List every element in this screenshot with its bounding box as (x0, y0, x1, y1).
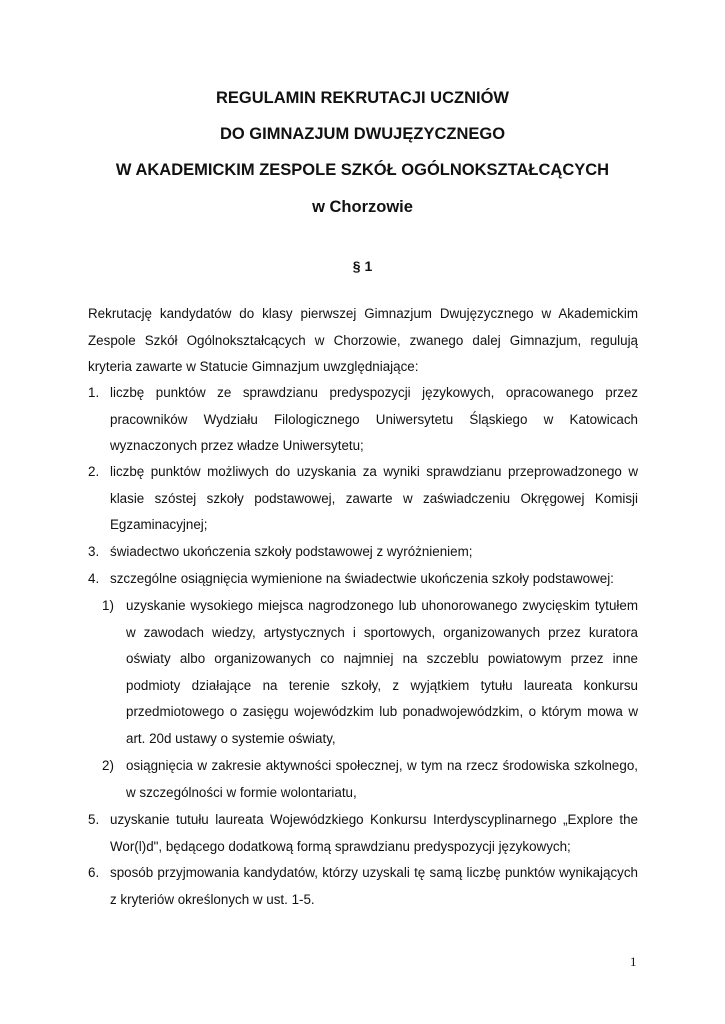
sublist-item-number: 1) (102, 598, 114, 613)
page-number: 1 (630, 954, 637, 969)
sublist-item-text: osiągnięcia w zakresie aktywności społecznej, w tym na rzecz środowiska szkolnego, w szczególności w formie wolontariatu, (126, 758, 638, 800)
title-line-2: DO GIMNAZJUM DWUJĘZYCZNEGO (219, 125, 506, 143)
list-item-number: 4. (88, 571, 100, 586)
list-item-number: 6. (88, 865, 100, 880)
list-item-number: 2. (88, 464, 100, 479)
list-item-text: liczbę punktów możliwych do uzyskania za wyniki sprawdzianu przeprowadzonego w klasie szóstej szkoły podstawowej, zawarte w zaświadczeniu Okręgowej Komisji Egzaminacyjnej; (110, 464, 638, 532)
list-item-text: uzyskanie tutułu laureata Wojewódzkiego Konkursu Interdyscyplinarnego „Explore the Wor(l)d", będącego dodatkową formą sprawdzianu predyspozycji językowych; (110, 812, 638, 854)
list-item-text: sposób przyjmowania kandydatów, którzy uzyskali tę samą liczbę punktów wynikających z kryteriów określonych w ust. 1-5. (110, 865, 638, 907)
title-line-4: w Chorzowie (312, 198, 413, 216)
list-item-text: świadectwo ukończenia szkoły podstawowej z wyróżnieniem; (110, 544, 473, 559)
section-heading: § 1 (352, 258, 373, 274)
list-item-text: szczególne osiągnięcia wymienione na świadectwie ukończenia szkoły podstawowej: (110, 571, 614, 586)
intro-paragraph: Rekrutację kandydatów do klasy pierwszej Gimnazjum Dwujęzycznego w Akademickim Zespole Szkół Ogólnokształcących w Chorzowie, zwanego dalej Gimnazjum, regulują kryteria zawarte w Statucie Gimnazjum uwzględniające: (88, 306, 638, 374)
list-item-number: 5. (88, 812, 100, 827)
list-item-text: liczbę punktów ze sprawdzianu predyspozycji językowych, opracowanego przez pracowników Wydziału Filologicznego Uniwersytetu Śląskiego w Katowicach wyznaczonych przez władze Uniwersytetu; (110, 385, 638, 453)
title-line-1: REGULAMIN REKRUTACJI UCZNIÓW (215, 89, 509, 107)
sublist-item-text: uzyskanie wysokiego miejsca nagrodzonego lub uhonorowanego zwycięskim tytułem w zawodach wiedzy, artystycznych i sportowych, organizowanych przez kuratora oświaty albo organizowanych co najmniej na szczeblu powiatowym przez inne podmioty działające na terenie szkoły, z wyjątkiem tytułu laureata konkursu przedmiotowego o zasięgu wojewódzkim lub ponadwojewódzkim, o którym mowa w art. 20d ustawy o systemie oświaty, (126, 598, 638, 746)
title-line-3: W AKADEMICKIM ZESPOLE SZKÓŁ OGÓLNOKSZTAŁCĄCYCH (115, 161, 610, 179)
list-item-number: 1. (88, 385, 100, 400)
list-item-number: 3. (88, 544, 100, 559)
sublist-item-number: 2) (102, 758, 114, 773)
